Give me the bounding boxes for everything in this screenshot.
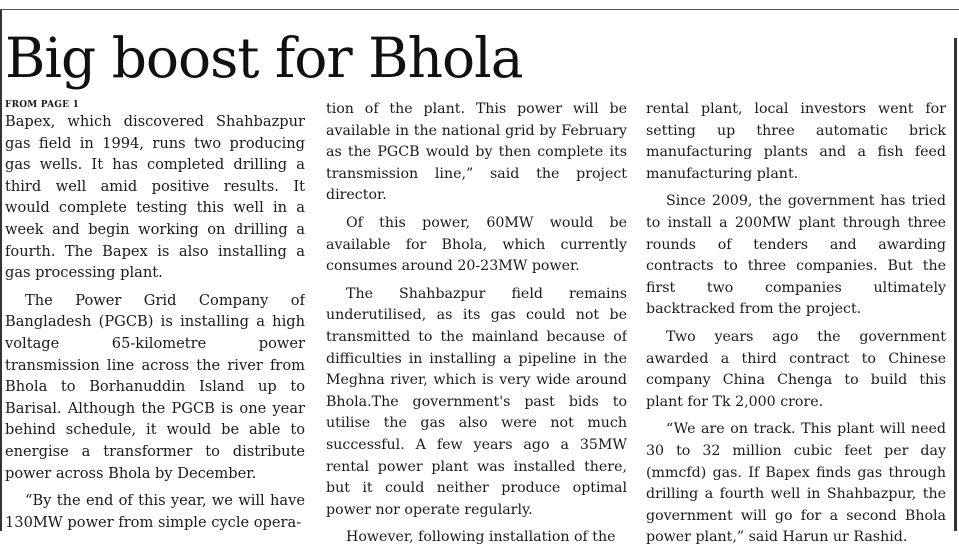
- paragraph: However, following installation of the: [346, 529, 616, 546]
- paragraph: Of this power, 60MW would be available for Bhola, which currently consumes around 20-23MW power.: [326, 214, 627, 275]
- paragraph: “By the end of this year, we will have 130MW power from simple cycle opera-: [5, 492, 305, 531]
- paragraph: Bapex, which discovered Shahbazpur gas field in 1994, runs two producing gas wells. It has completed drilling a third well amid positive results. It would complete testing this well in a week and begin working on drilling a fourth. The Bapex is also installing a gas processing plant.: [5, 113, 305, 282]
- paragraph: Two years ago the government awarded a third contract to Chinese company China Chenga to build this plant for Tk 2,000 crore.: [646, 328, 946, 410]
- paragraph: tion of the plant. This power will be available in the national grid by February as the PGCB would by then complete its transmission line,” said the project director.: [326, 101, 627, 204]
- paragraph: Since 2009, the government has tried to install a 200MW plant through three rounds of tenders and awarding contracts to three companies. But the first two companies ultimately backtracked from the project.: [646, 193, 946, 318]
- article-column-2: [326, 99, 627, 555]
- paragraph: rental plant, local investors went for setting up three automatic brick manufacturing plants and a fish feed manufacturing plant.: [646, 101, 946, 182]
- kicker-from-page: FROM PAGE 1: [5, 100, 80, 110]
- article-column-3: [646, 99, 946, 555]
- right-border-rule: [954, 38, 957, 531]
- left-border-rule: [0, 10, 2, 531]
- paragraph: The Power Grid Company of Bangladesh (PGCB) is installing a high voltage 65-kilometre power transmission line across the river from Bhola to Borhanuddin Island up to Barisal. Although the PGCB is one year behind schedule, it would be able to energise a transformer to distribute power across Bhola by December.: [5, 291, 305, 482]
- article-column-1: [5, 99, 305, 539]
- headline: Big boost for Bhola: [5, 26, 523, 90]
- paragraph: The Shahbazpur field remains underutilised, as its gas could not be transmitted to the mainland because of difficulties in installing a pipeline in the Meghna river, which is very wide around Bhola.The government's past bids to utilise the gas also were not much successful. A few years ago a 35MW rental power plant was installed there, but it could neither produce optimal power nor operate regularly.: [326, 285, 627, 518]
- paragraph: “We are on track. This plant will need 30 to 32 million cubic feet per day (mmcfd) gas. If Bapex finds gas through drilling a fourth well in Shahbazpur, the government will go for a second Bhola power plant,” said Harun ur Rashid.: [646, 421, 946, 546]
- top-border-rule: [0, 9, 959, 10]
